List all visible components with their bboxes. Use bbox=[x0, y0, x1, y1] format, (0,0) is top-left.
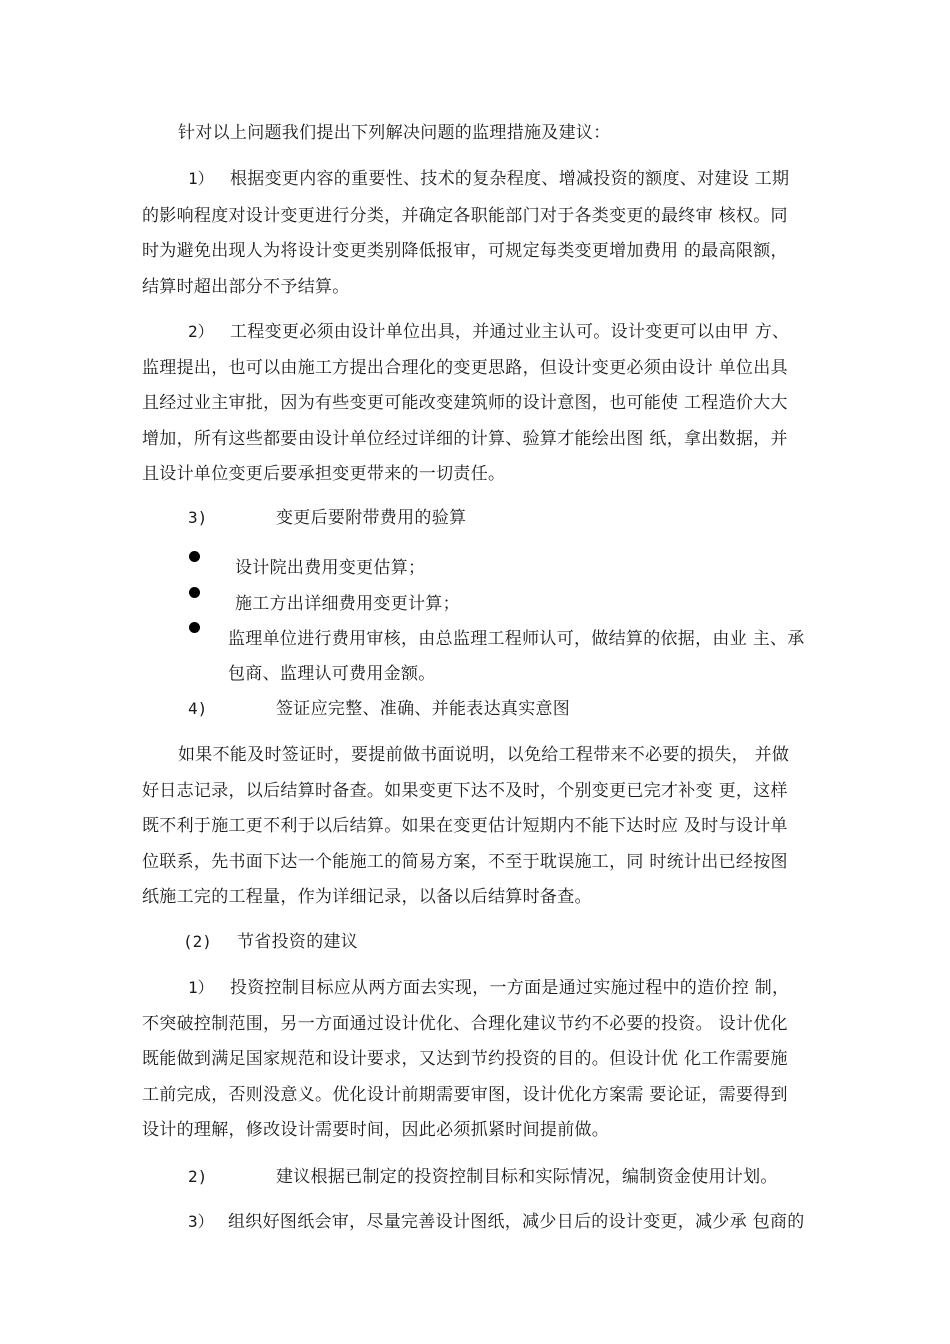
item-number: 2) bbox=[188, 1167, 208, 1186]
item-number: 4) bbox=[188, 699, 208, 718]
paragraph-line: 既不利于施工更不利于以后结算。如果在变更估计短期内不能下达时应 及时与设计单 bbox=[142, 816, 788, 836]
paragraph-line: 工前完成，否则没意义。优化设计前期需要审图，设计优化方案需 要论证，需要得到 bbox=[142, 1085, 788, 1105]
item-number: 3) bbox=[188, 508, 208, 527]
item-number: 1） bbox=[188, 978, 214, 997]
bullet-text: 包商、监理认可费用金额。 bbox=[228, 664, 436, 684]
paragraph-line: 组织好图纸会审，尽量完善设计图纸，减少日后的设计变更，减少承 包商的 bbox=[228, 1212, 805, 1232]
paragraph-line: 纸施工完的工程量，作为详细记录，以备以后结算时备查。 bbox=[142, 887, 592, 907]
paragraph-line: 好日志记录，以后结算时备查。如果变更下达不及时，个别变更已完才补变 更，这样 bbox=[142, 781, 788, 801]
section-heading: 节省投资的建议 bbox=[237, 932, 359, 952]
item-number: 2） bbox=[188, 322, 214, 341]
paragraph-line: 投资控制目标应从两方面去实现，一方面是通过实施过程中的造价控 制， bbox=[230, 978, 790, 998]
bullet-icon bbox=[189, 551, 200, 562]
paragraph-line: 结算时超出部分不予结算。 bbox=[142, 277, 350, 297]
bullet-icon bbox=[189, 622, 200, 633]
paragraph-line: 建议根据已制定的投资控制目标和实际情况，编制资金使用计划。 bbox=[276, 1167, 778, 1187]
paragraph-line: 位联系，先书面下达一个能施工的简易方案，不至于耽误施工，同 时统计出已经按图 bbox=[142, 852, 788, 872]
paragraph-line: 设计的理解，修改设计需要时间，因此必须抓紧时间提前做。 bbox=[142, 1120, 610, 1140]
bullet-text: 设计院出费用变更估算； bbox=[235, 558, 426, 578]
intro-text: 针对以上问题我们提出下列解决问题的监理措施及建议： bbox=[178, 123, 611, 143]
item-number: 1） bbox=[188, 169, 214, 188]
paragraph-line: 增加，所有这些都要由设计单位经过详细的计算、验算才能绘出图 纸，拿出数据，并 bbox=[142, 429, 788, 449]
section-number: (2) bbox=[183, 932, 212, 951]
item-number: 3） bbox=[188, 1212, 214, 1231]
paragraph-line: 监理提出，也可以由施工方提出合理化的变更思路，但设计变更必须由设计 单位出具 bbox=[142, 358, 788, 378]
item-heading: 签证应完整、准确、并能表达真实意图 bbox=[276, 699, 571, 719]
item-heading: 变更后要附带费用的验算 bbox=[276, 508, 467, 528]
bullet-text: 施工方出详细费用变更计算； bbox=[235, 594, 460, 614]
paragraph-line: 如果不能及时签证时，要提前做书面说明，以免给工程带来不必要的损失， 并做 bbox=[178, 745, 790, 765]
paragraph-line: 且设计单位变更后要承担变更带来的一切责任。 bbox=[142, 464, 506, 484]
paragraph-line: 工程变更必须由设计单位出具，并通过业主认可。设计变更可以由甲 方、 bbox=[230, 322, 790, 342]
paragraph-line: 既能做到满足国家规范和设计要求，又达到节约投资的目的。但设计优 化工作需要施 bbox=[142, 1049, 788, 1069]
paragraph-line: 的影响程度对设计变更进行分类，并确定各职能部门对于各类变更的最终审 核权。同 bbox=[142, 206, 788, 226]
paragraph-line: 且经过业主审批，因为有些变更可能改变建筑师的设计意图，也可能使 工程造价大大 bbox=[142, 393, 788, 413]
bullet-icon bbox=[189, 587, 200, 598]
paragraph-line: 不突破控制范围，另一方面通过设计优化、合理化建议节约不必要的投资。 设计优化 bbox=[142, 1014, 788, 1034]
bullet-text: 监理单位进行费用审核，由总监理工程师认可，做结算的依据，由业 主、承 bbox=[228, 629, 805, 649]
paragraph-line: 时为避免出现人为将设计变更类别降低报审，可规定每类变更增加费用 的最高限额， bbox=[142, 241, 788, 261]
paragraph-line: 根据变更内容的重要性、技术的复杂程度、增减投资的额度、对建设 工期 bbox=[230, 169, 790, 189]
